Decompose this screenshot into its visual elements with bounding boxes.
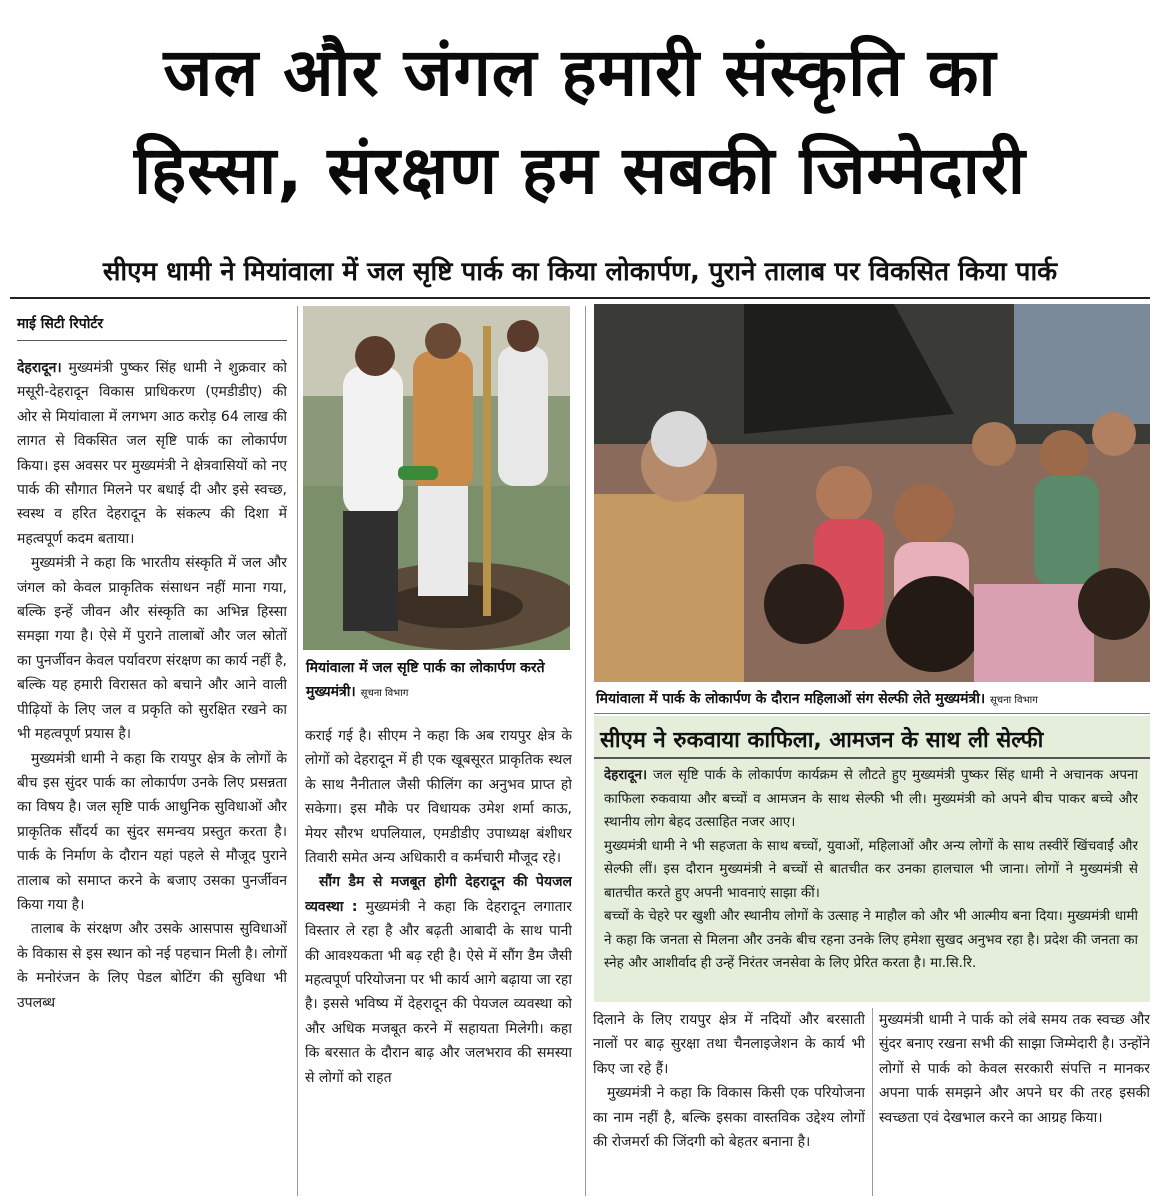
top-rule [10,297,1150,299]
article-column-4 [879,1008,1150,1196]
box-body [604,764,1138,996]
col1-para-4: तालाब के संरक्षण और उसके आसपास सुविधाओं के विकास से इस स्थान को नई पहचान मिली है। लोगों के मनोरंजन के लिए पेडल बोटिंग की सुविधा भी उपलब्ध [17,921,287,1011]
article-column-3 [593,1008,865,1196]
photo2-caption [596,687,1150,713]
col2-para-2: मुख्यमंत्री ने कहा कि देहरादून लगातार विस्तार ले रहा है और बढ़ती आबादी के साथ पानी की आवश्यकता भी बढ़ रही है। ऐसे में सौंग डैम जैसी महत्वपूर्ण परियोजना पर भी कार्य आगे बढ़ाया जा रहा है। इससे भविष्य में देहरादून की पेयजल व्यवस्था को और अधिक मजबूत करने में सहायता मिलेगी। कहा कि बरसात के दौरान बाढ़ और जलभराव की समस्या से लोगों को राहत [305,898,572,1086]
box-title: सीएम ने रुकवाया काफिला, आमजन के साथ ली सेल्फी [600,728,1044,753]
box-para-2: मुख्यमंत्री धामी ने भी सहजता के साथ बच्चों, युवाओं, महिलाओं और अन्य लोगों के साथ तस्वीरें खिंचवाईं और सेल्फी लीं। इस दौरान मुख्यमंत्री ने बच्चों से बातचीत कर उनका हालचाल भी जाना। लोगों ने मुख्यमंत्री से बातचीत करते हुए अपनी भावनाएं साझा कीं। [604,837,1138,901]
col4-para-1: मुख्यमंत्री धामी ने पार्क को लंबे समय तक स्वच्छ और सुंदर बनाए रखना सभी की साझा जिम्मेदारी है। उन्होंने लोगों से पार्क को केवल सरकारी संपत्ति न मानकर अपना पार्क समझने और अपने घर की तरह इसकी स्वच्छता एवं देखभाल करने का आग्रह किया। [879,1012,1150,1126]
box-title-rule [594,757,1150,759]
dateline: देहरादून। [17,360,62,376]
photo2-source: सूचना विभाग [990,695,1038,706]
column-divider-1 [297,306,298,1196]
column-divider-2 [585,306,586,1196]
column-divider-3 [872,1008,873,1196]
subheadline: सीएम धामी ने मियांवाला में जल सृष्टि पार्क का किया लोकार्पण, पुराने तालाब पर विकसित किया पार्क [102,257,1058,287]
box-top-rule [594,713,1150,714]
photo1-source: सूचना विभाग [360,688,409,699]
photo2-caption-text: मियांवाला में पार्क के लोकार्पण के दौरान महिलाओं संग सेल्फी लेते मुख्यमंत्री। [596,691,986,707]
reporter-byline: माई सिटी रिपोर्टर [17,316,104,332]
headline-line-1: जल और जंगल हमारी संस्कृति का [163,34,997,111]
box-dateline: देहरादून। [604,767,648,783]
photo-tree-planting [303,306,570,650]
photo-selfie-with-women [594,304,1150,682]
col1-para-2: मुख्यमंत्री ने कहा कि भारतीय संस्कृति में जल और जंगल को केवल प्राकृतिक संसाधन नहीं माना गया, बल्कि इन्हें जीवन और संस्कृति का अभिन्न हिस्सा समझा गया है। ऐसे में पुराने तालाबों और जल स्रोतों का पुनर्जीवन केवल पर्यावरण संरक्षण का कार्य नहीं है, बल्कि यह हमारी विरासत को बचाने और आने वाली पीढ़ियों के लिए जल व प्रकृति को सुरक्षित रखने का भी महत्वपूर्ण प्रयास है। [17,555,287,743]
photo1-caption [306,656,576,706]
col2-para-1: कराई गई है। सीएम ने कहा कि अब रायपुर क्षेत्र के लोगों को देहरादून में ही एक खूबसूरत प्राकृतिक स्थल के साथ नैनीताल जैसी फीलिंग का अनुभव प्राप्त हो सकेगा। इस मौके पर विधायक उमेश शर्मा काऊ, मेयर सौरभ थपलियाल, एमडीडीए उपाध्यक्ष बंशीधर तिवारी समेत अन्य अधिकारी व कर्मचारी मौजूद रहे। [305,728,572,867]
col3-para-2: मुख्यमंत्री ने कहा कि विकास किसी एक परियोजना का नाम नहीं है, बल्कि इसका वास्तविक उद्देश्य लोगों की रोजमर्रा की जिंदगी को बेहतर बनाना है। [593,1085,865,1151]
col1-para-3: मुख्यमंत्री धामी ने कहा कि रायपुर क्षेत्र के लोगों के बीच इस सुंदर पार्क का लोकार्पण उनके लिए प्रसन्नता का विषय है। जल सृष्टि पार्क आधुनिक सुविधाओं और प्राकृतिक सौंदर्य का सुंदर समन्वय प्रस्तुत करता है। पार्क के निर्माण के दौरान यहां पहले से मौजूद पुराने तालाब को समाप्त करने के बजाए उसका पुनर्जीवन किया गया है। [17,750,287,913]
byline-rule [17,340,287,341]
photo1-caption-text: मियांवाला में जल सृष्टि पार्क का लोकार्पण करते मुख्यमंत्री। [306,660,545,700]
col3-para-1: दिलाने के लिए रायपुर क्षेत्र में नदियों और बरसाती नालों पर बाढ़ सुरक्षा तथा चैनलाइजेशन के कार्य भी किए जा रहे हैं। [593,1012,865,1077]
col1-para-1: मुख्यमंत्री पुष्कर सिंह धामी ने शुक्रवार को मसूरी-देहरादून विकास प्राधिकरण (एमडीडीए) की ओर से मियांवाला में लगभग आठ करोड़ 64 लाख की लागत से विकसित जल सृष्टि पार्क का लोकार्पण किया। इस अवसर पर मुख्यमंत्री ने क्षेत्रवासियों को नए पार्क की सौगात मिलने पर बधाई दी और इसे स्वच्छ, स्वस्थ व हरित देहरादून के संकल्प की दिशा में महत्वपूर्ण कदम बताया। [17,360,287,547]
col2-subheading: सौंग डैम से मजबूत होगी देहरादून की पेयजल व्यवस्था : [305,874,572,915]
box-para-3: बच्चों के चेहरे पर खुशी और स्थानीय लोगों के उत्साह ने माहौल को और भी आत्मीय बना दिया। मुख्यमंत्री धामी ने कहा कि जनता से मिलना और उनके बीच रहना उनके लिए हमेशा सुखद अनुभव रहा है। प्रदेश की जनता का स्नेह और आशीर्वाद ही उन्हें निरंतर जनसेवा के लिए प्रेरित करता है। मा.सि.रि. [604,908,1138,971]
headline-line-2: हिस्सा, संरक्षण हम सबकी जिम्मेदारी [134,132,1026,209]
article-column-2 [305,724,572,1196]
box-para-1: जल सृष्टि पार्क के लोकार्पण कार्यक्रम से लौटते हुए मुख्यमंत्री पुष्कर सिंह धामी ने अचानक अपना काफिला रुकवाया और बच्चों व आमजन के साथ सेल्फी भी ली। मुख्यमंत्री को अपने बीच पाकर बच्चे और स्थानीय लोग बेहद उत्साहित नजर आए। [604,767,1138,830]
article-column-1 [17,356,287,1196]
